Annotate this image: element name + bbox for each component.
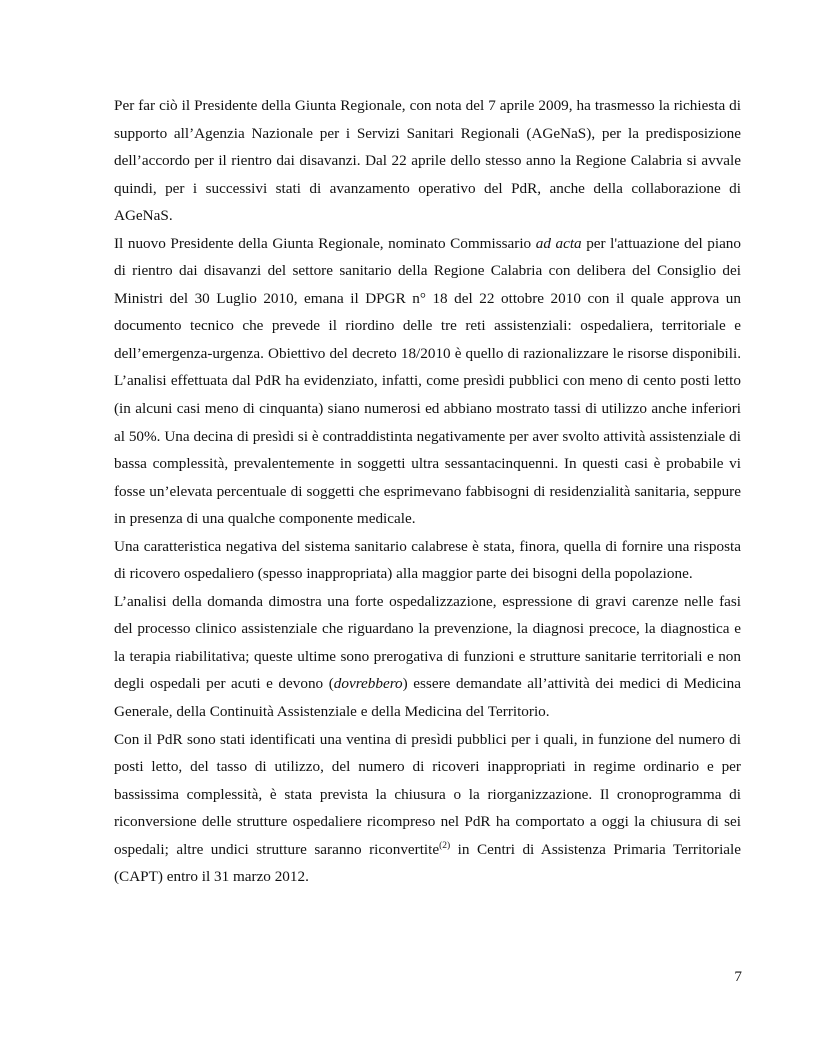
paragraph-text: L’analisi della domanda dimostra una forte ospedalizzazione, espressione di gravi carenze nelle fasi del processo clinico assistenziale che riguardano la prevenzione, la diagnosi precoce, la diagnostica e la terapia riabilitativa; queste ultime sono prerogativa di funzioni e strutture sanitarie territoriali e non degli ospedali per acuti e devono ( <box>114 592 741 693</box>
footnote-reference[interactable]: (2) <box>439 840 451 851</box>
paragraph-text: Una caratteristica negativa del sistema sanitario calabrese è stata, finora, quella di fornire una risposta di ricovero ospedaliero (spesso inappropriata) alla maggior parte dei bisogni della popolazione. <box>114 537 741 583</box>
paragraph-text: Il nuovo Presidente della Giunta Regionale, nominato Commissario <box>114 234 536 252</box>
paragraph-text: Per far ciò il Presidente della Giunta Regionale, con nota del 7 aprile 2009, ha trasmesso la richiesta di supporto all’Agenzia Nazionale per i Servizi Sanitari Regionali (AGeNaS), per la predisposizione dell’accordo per il rientro dai disavanzi. Dal 22 aprile dello stesso anno la Regione Calabria si avvale quindi, per i successivi stati di avanzamento operativo del PdR, anche della collaborazione di AGeNaS. <box>114 97 741 225</box>
paragraph-agenas-support <box>114 92 741 230</box>
document-body <box>114 92 741 891</box>
paragraph-hospital-reconversion <box>114 726 741 891</box>
paragraph-negative-characteristic <box>114 533 741 588</box>
paragraph-text: Con il PdR sono stati identificati una ventina di presìdi pubblici per i quali, in funzione del numero di posti letto, del tasso di utilizzo, del numero di ricoveri inappropriati in regime ordinario e per bassissima complessità, è stata prevista la chiusura o la riorganizzazione. Il cronoprogramma di riconversione delle strutture ospedaliere ricompreso nel PdR ha comportato a oggi la chiusura di sei ospedali; altre undici strutture saranno riconvertite <box>114 730 741 858</box>
italic-term-dovrebbero: dovrebbero <box>333 675 403 693</box>
paragraph-text-continued: per l'attuazione del piano di rientro dai disavanzi del settore sanitario della Regione Calabria con delibera del Consiglio dei Ministri del 30 Luglio 2010, emana il DPGR n° 18 del 22 ottobre 2010 con il quale approva un documento tecnico che prevede il riordino delle tre reti assistenziali: ospedaliera, territoriale e dell’emergenza-urgenza. Obiettivo del decreto 18/2010 è quello di razionalizzare le risorse disponibili. L’analisi effettuata dal PdR ha evidenziato, infatti, come presìdi pubblici con meno di cento posti letto (in alcuni casi meno di cinquanta) siano numerosi ed abbiano mostrato tassi di utilizzo anche inferiori al 50%. Una decina di presìdi si è contraddistinta negativamente per aver svolto attività assistenziale di bassa complessità, prevalentemente in soggetti ultra sessantacinquenni. In questi casi è probabile vi fosse un’elevata percentuale di soggetti che esprimevano fabbisogni di residenzialità sanitaria, seppure in presenza di una qualche componente medicale. <box>114 234 741 528</box>
paragraph-demand-analysis <box>114 588 741 726</box>
italic-term-ad-acta: ad acta <box>535 234 582 252</box>
paragraph-text-continued: ) essere demandate all’attività dei medici di Medicina Generale, della Continuità Assistenziale e della Medicina del Territorio. <box>114 675 741 721</box>
paragraph-text-continued: in Centri di Assistenza Primaria Territoriale (CAPT) entro il 31 marzo 2012. <box>114 840 741 886</box>
paragraph-decree-18-2010 <box>114 230 741 533</box>
page-number: 7 <box>734 968 742 985</box>
